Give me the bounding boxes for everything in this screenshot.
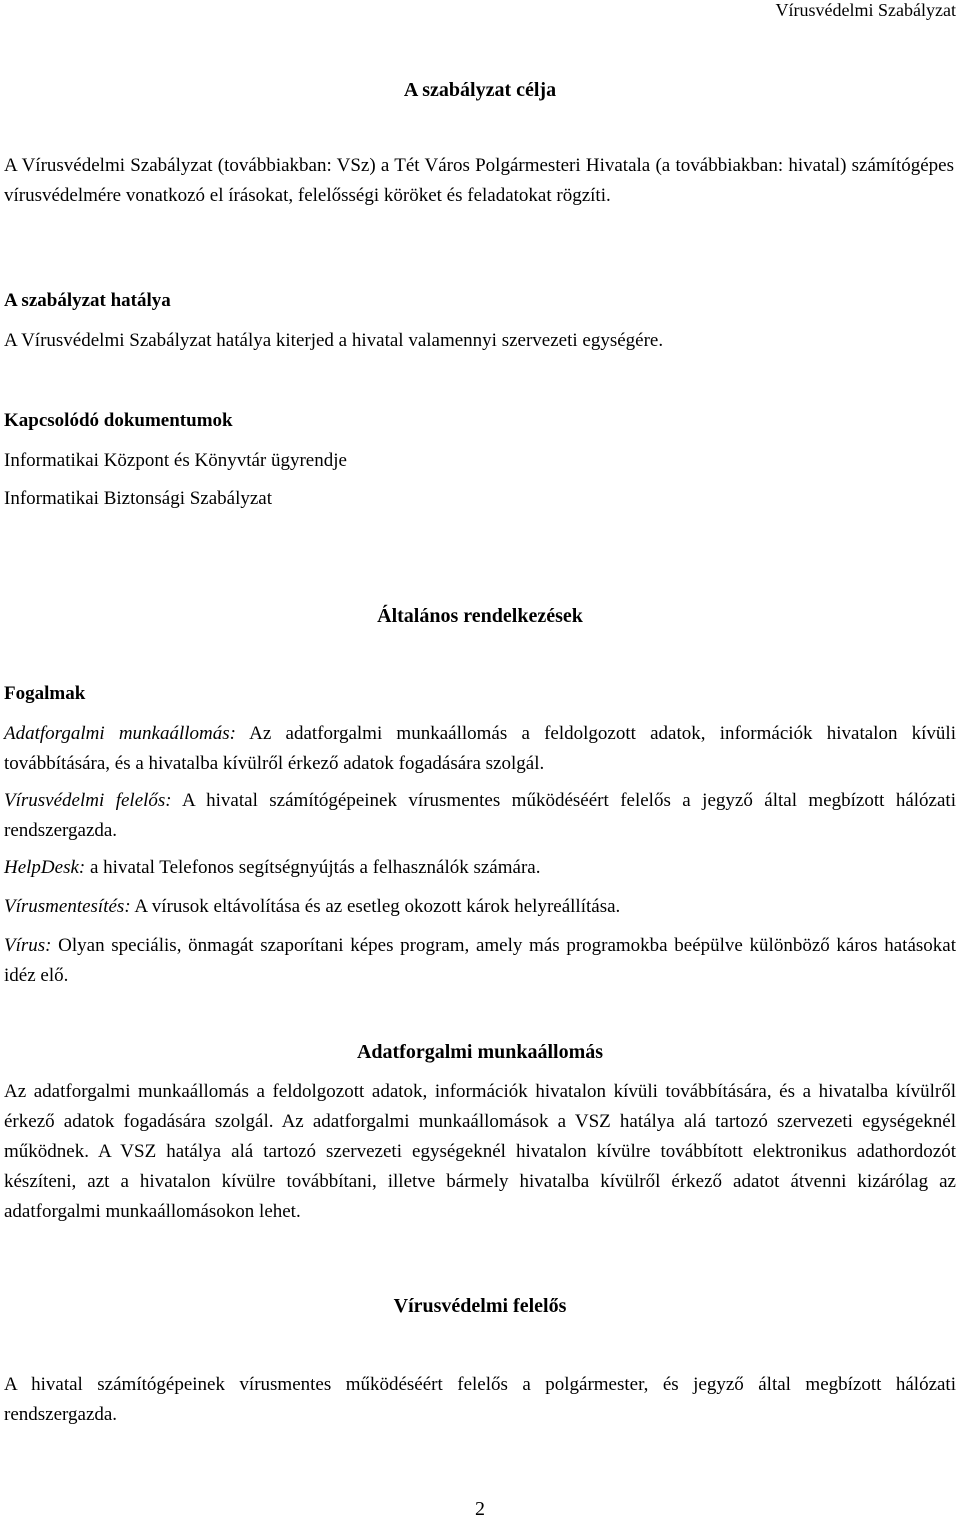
definition-text: A hivatal számítógépeinek vírusmentes működéséért felelős a jegyző által megbízott hálózati rendszergazda. <box>4 790 956 841</box>
definition-item <box>4 719 956 779</box>
officer-title: Vírusvédelmi felelős <box>393 1295 567 1317</box>
definition-text: Az adatforgalmi munkaállomás a feldolgozott adatok, információk hivatalon kívüli továbbítására, és a hivatalba kívülről érkező adatok fogadására szolgál. <box>4 723 956 774</box>
definition-term: Vírusmentesítés: <box>4 896 131 917</box>
definition-text: a hivatal Telefonos segítségnyújtás a felhasználók számára. <box>85 857 541 878</box>
definition-text: A vírusok eltávolítása és az esetleg okozott károk helyreállítása. <box>130 896 621 917</box>
workstation-title: Adatforgalmi munkaállomás <box>356 1041 604 1063</box>
general-title: Általános rendelkezések <box>377 605 583 627</box>
running-header: Vírusvédelmi Szabályzat <box>775 0 956 20</box>
purpose-title: A szabályzat célja <box>403 79 557 101</box>
definition-item <box>4 853 540 883</box>
purpose-paragraph: A Vírusvédelmi Szabályzat (továbbiakban: VSz) a Tét Város Polgármesteri Hivatala (a továbbiakban: hivatal) számítógépes vírusvédelmére vonatkozó el írásokat, felelősségi köröket és feladatokat rögzíti. <box>4 155 954 206</box>
definition-item <box>4 892 620 922</box>
officer-paragraph: A hivatal számítógépeinek vírusmentes működéséért felelős a polgármester, és jegyző által megbízott hálózati rendszergazda. <box>4 1374 956 1425</box>
scope-heading: A szabályzat hatálya <box>4 290 171 311</box>
definition-term: Adatforgalmi munkaállomás: <box>4 723 236 744</box>
definitions-heading: Fogalmak <box>4 683 86 704</box>
scope-paragraph: A Vírusvédelmi Szabályzat hatálya kiterjed a hivatal valamennyi szervezeti egységére. <box>4 330 664 351</box>
related-item: Informatikai Biztonsági Szabályzat <box>4 488 273 509</box>
definition-text: Olyan speciális, önmagát szaporítani képes program, amely más programokba beépülve különböző káros hatásokat idéz elő. <box>4 935 956 986</box>
related-heading: Kapcsolódó dokumentumok <box>4 410 233 431</box>
definition-term: Vírusvédelmi felelős: <box>4 790 172 811</box>
workstation-paragraph: Az adatforgalmi munkaállomás a feldolgozott adatok, információk hivatalon kívüli továbbítására, és a hivatalba kívülről érkező adatok fogadására szolgál. Az adatforgalmi munkaállomások a VSZ hatálya alá tartozó szervezeti egységeknél működnek. A VSZ hatálya alá tartozó szervezeti egységeknél hivatalon kívülre továbbított elektronikus adathordozót készíteni, azt a hivatalon kívülre továbbítani, illetve bármely hivatalba kívülről érkező adatot átvenni kizárólag az adatforgalmi munkaállomásokon lehet. <box>4 1081 956 1222</box>
definition-term: Vírus: <box>4 935 52 956</box>
related-item: Informatikai Központ és Könyvtár ügyrendje <box>4 450 347 471</box>
definition-term: HelpDesk: <box>4 857 86 878</box>
definition-item <box>4 931 956 991</box>
page-number: 2 <box>475 1498 485 1520</box>
definition-item <box>4 786 956 846</box>
